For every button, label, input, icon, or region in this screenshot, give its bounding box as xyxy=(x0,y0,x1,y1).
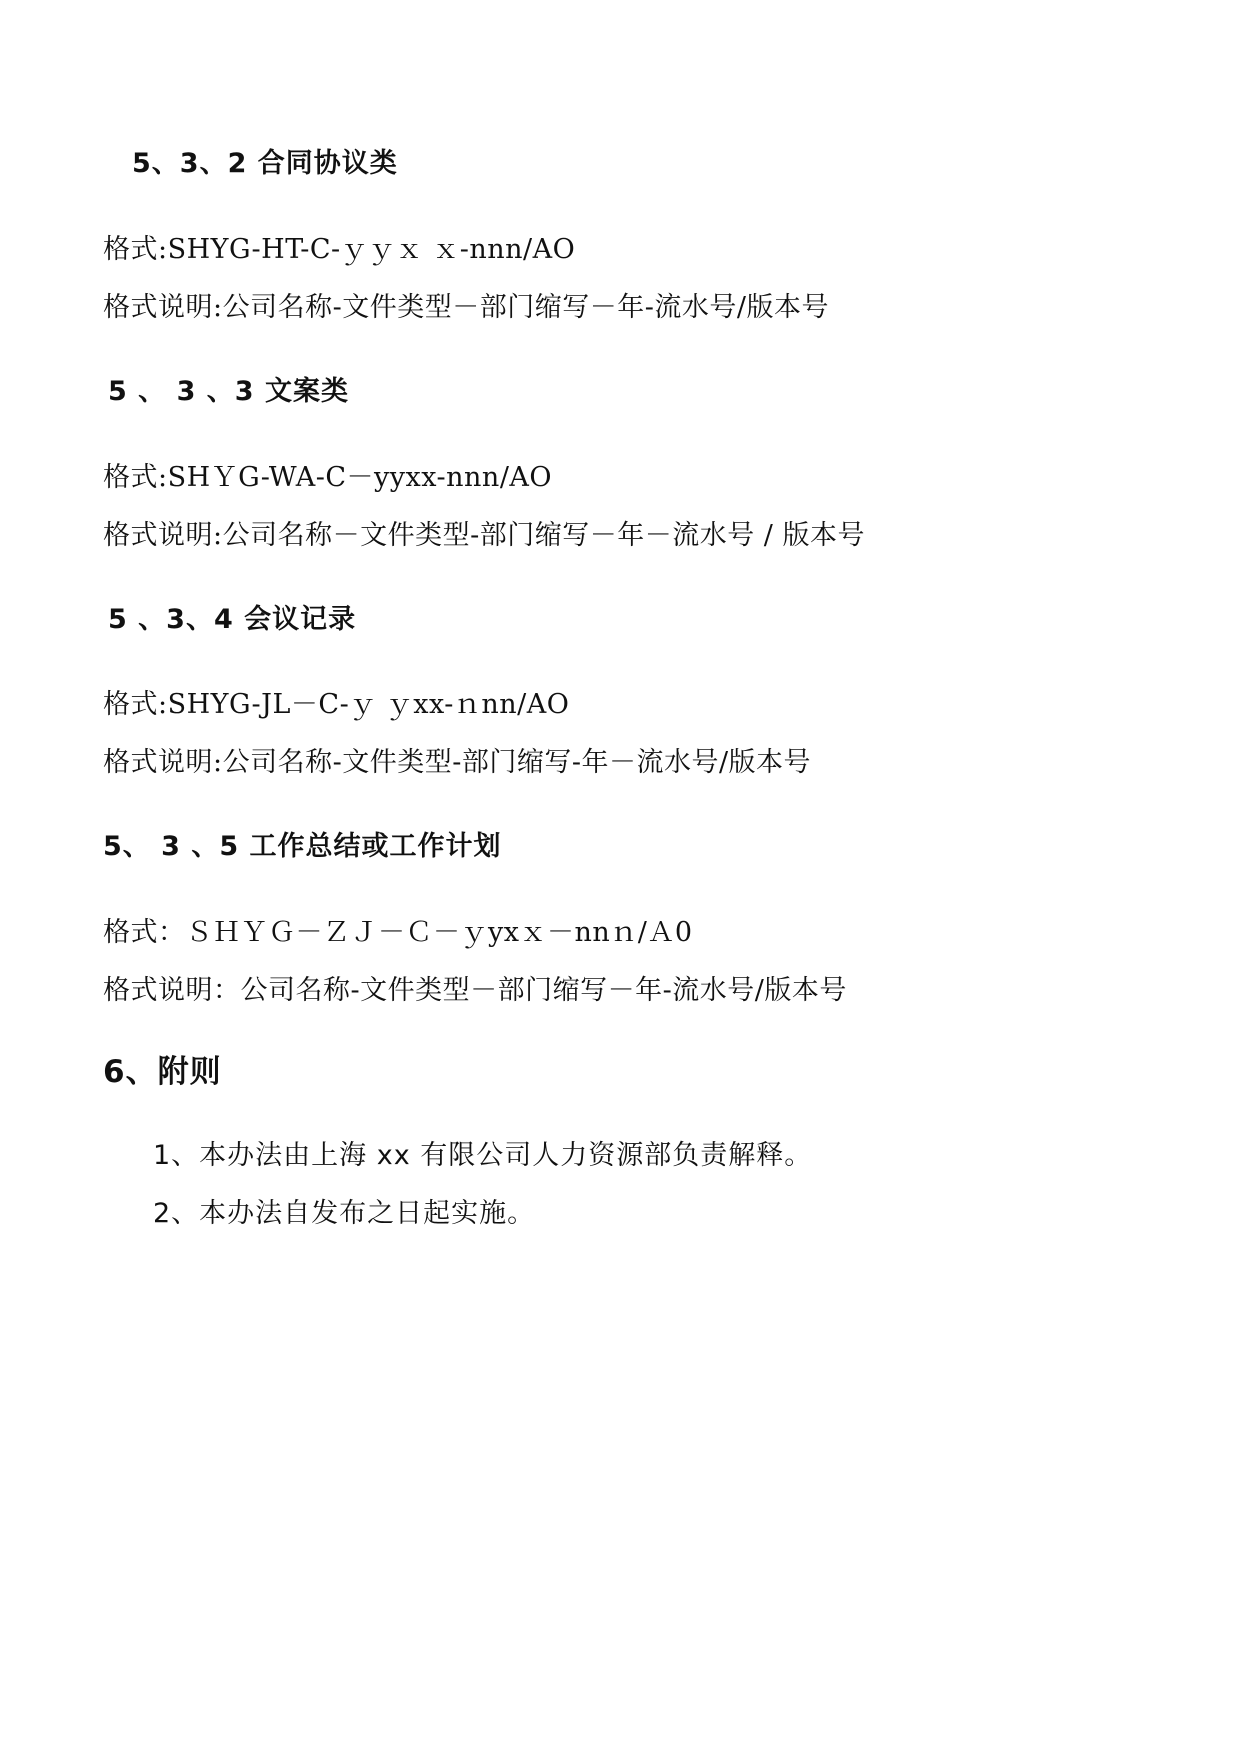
appendix-item-2: 2、本办法自发布之日起实施。 xyxy=(153,1198,536,1229)
format-explanation-5-3-3: 格式说明:公司名称－文件类型-部门缩写－年－流水号 / 版本号 xyxy=(103,520,865,551)
section-heading-5-3-2: 5、3、2 合同协议类 xyxy=(132,148,398,179)
section-heading-5-3-4: 5 、3、4 会议记录 xyxy=(108,604,357,635)
section-heading-5-3-3: 5 、 3 、3 文案类 xyxy=(108,376,349,407)
format-line-5-3-3: 格式:SHＹG-WA-C－yyxx-nnn/AO xyxy=(103,462,553,493)
format-explanation-5-3-5: 格式说明：公司名称-文件类型－部门缩写－年-流水号/版本号 xyxy=(103,975,847,1006)
section-heading-5-3-5: 5、 3 、5 工作总结或工作计划 xyxy=(103,831,502,862)
format-explanation-5-3-2: 格式说明:公司名称-文件类型－部门缩写－年-流水号/版本号 xyxy=(103,292,829,323)
format-line-5-3-4: 格式:SHYG-JL－C-ｙ ｙxx-ｎnn/AO xyxy=(103,689,570,720)
appendix-heading: 6、附则 xyxy=(103,1054,222,1090)
appendix-item-1: 1、本办法由上海 xx 有限公司人力资源部负责解释。 xyxy=(153,1140,813,1171)
format-explanation-5-3-4: 格式说明:公司名称-文件类型-部门缩写-年－流水号/版本号 xyxy=(103,747,812,778)
format-line-5-3-5: 格式：ＳＨＹＧ－ＺＪ－Ｃ－ｙyxｘ－nnｎ/Ａ0 xyxy=(103,917,693,948)
format-line-5-3-2: 格式:SHYG-HT-C-ｙｙｘ ｘ-nnn/AO xyxy=(103,234,576,265)
